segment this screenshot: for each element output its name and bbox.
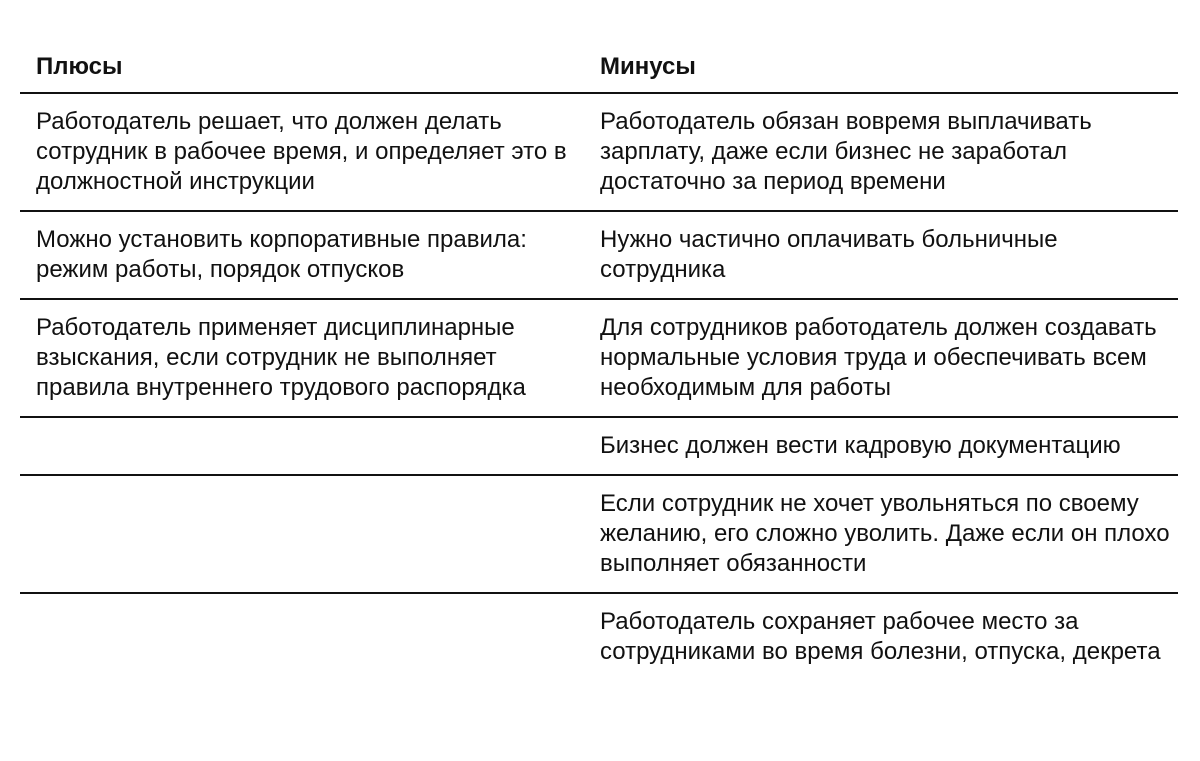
table-row [20, 94, 1178, 212]
cons-cell: Бизнес должен вести кадровую документацию [600, 432, 1121, 459]
pros-cons-table [20, 46, 1178, 680]
table-row [20, 594, 1178, 680]
table-row [20, 476, 1178, 594]
table-row [20, 212, 1178, 300]
cons-cell: Работодатель сохраняет рабочее место за сотрудниками во время болезни, отпуска, декрета [600, 608, 1161, 665]
cons-cell: Если сотрудник не хочет увольняться по своему желанию, его сложно уволить. Даже если он плохо выполняет обязанности [600, 490, 1170, 577]
table-row [20, 418, 1178, 476]
pros-cell [20, 594, 600, 680]
pros-cell: Работодатель применяет дисциплинарные взыскания, если сотрудник не выполняет правила внутреннего трудового распорядка [36, 314, 526, 401]
table-row [20, 300, 1178, 418]
pros-cell [20, 476, 600, 592]
header-pros: Плюсы [36, 53, 123, 80]
cons-cell: Для сотрудников работодатель должен создавать нормальные условия труда и обеспечивать всем необходимым для работы [600, 314, 1157, 401]
cons-cell: Нужно частично оплачивать больничные сотрудника [600, 226, 1058, 283]
pros-cell: Работодатель решает, что должен делать сотрудник в рабочее время, и определяет это в должностной инструкции [36, 108, 567, 195]
table-header-row [20, 46, 1178, 94]
pros-cell: Можно установить корпоративные правила: режим работы, порядок отпусков [36, 226, 527, 283]
header-cons: Минусы [600, 53, 696, 80]
cons-cell: Работодатель обязан вовремя выплачивать зарплату, даже если бизнес не заработал достаточно за период времени [600, 108, 1092, 195]
pros-cell [20, 418, 600, 474]
